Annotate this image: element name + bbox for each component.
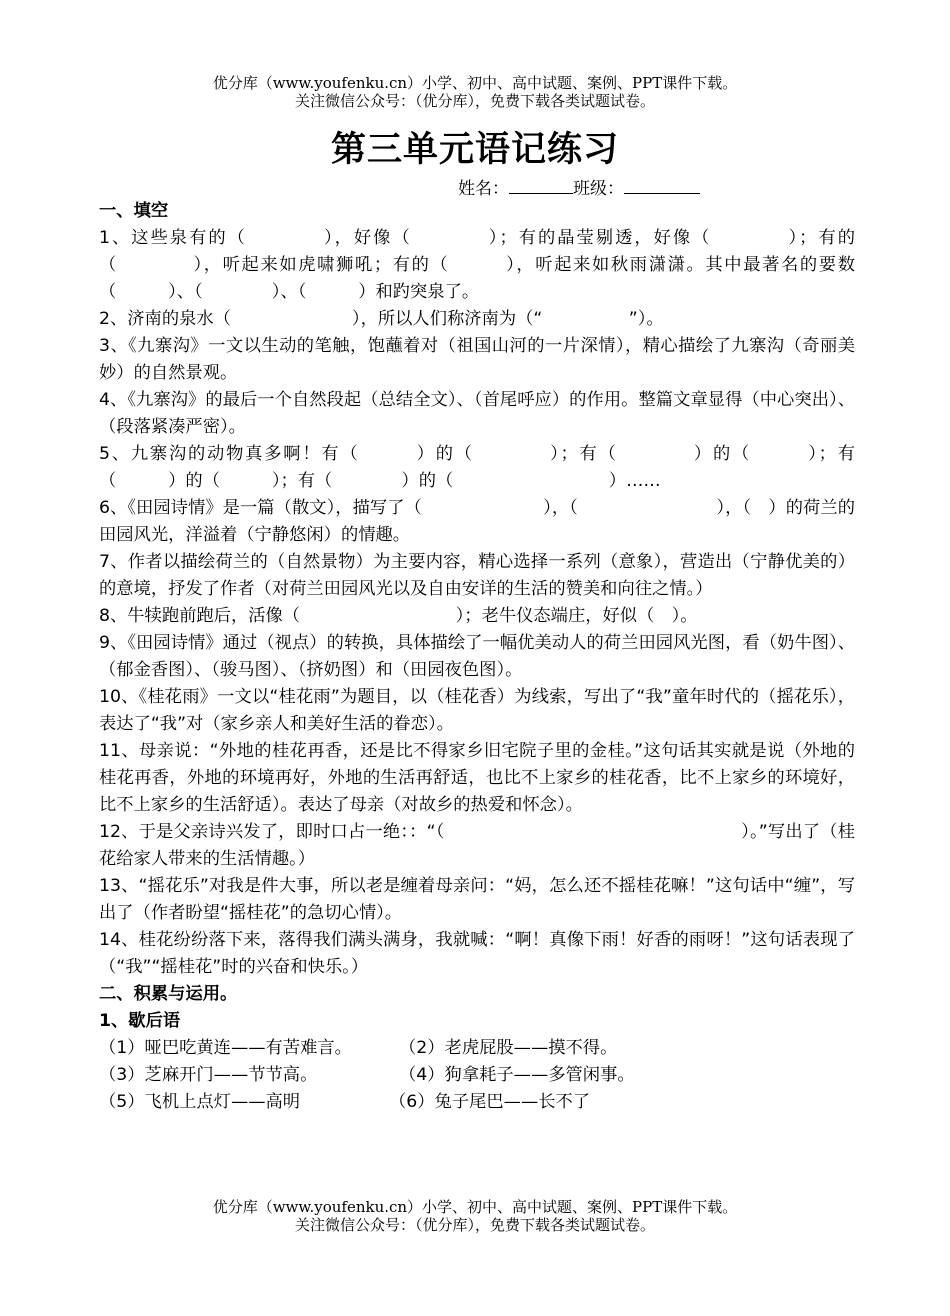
fill-item-13: 13、“摇花乐”对我是件大事，所以老是缠着母亲问：“妈，怎么还不摇桂花嘛！”这句话中“缠”，写出了（作者盼望“摇桂花”的急切心情）。 (99, 876, 855, 923)
proverb-item: （4）狗拿耗子——多管闲事。 (399, 1065, 635, 1085)
page-title: 第三单元语记练习 (330, 130, 619, 170)
header-line-2: 关注微信公众号：（优分库），免费下载各类试题试卷。 (294, 92, 655, 110)
proverb-row (99, 1035, 855, 1062)
footer-line-2: 关注微信公众号：（优分库），免费下载各类试题试卷。 (294, 1216, 655, 1234)
section-1-heading: 一、填空 (99, 201, 169, 221)
proverb-item: （1）哑巴吃黄连——有苦难言。 (99, 1038, 352, 1058)
proverb-item: （5）飞机上点灯——高明 (99, 1092, 301, 1112)
section-2-heading: 二、积累与运用。 (99, 984, 238, 1004)
proverb-row (99, 1062, 855, 1089)
fill-item-2: 2、济南的泉水（ ），所以人们称济南为（“ ”）。 (99, 309, 664, 329)
fill-item-14: 14、桂花纷纷落下来，落得我们满头满身，我就喊：“啊！真像下雨！好香的雨呀！”这句话表现了（“我”“摇桂花”时的兴奋和快乐。） (99, 930, 855, 977)
proverbs-subheading: 1、歇后语 (99, 1011, 181, 1031)
fill-item-7: 7、作者以描绘荷兰的（自然景物）为主要内容，精心选择一系列（意象），营造出（宁静优美的）的意境，抒发了作者（对荷兰田园风光以及自由安详的生活的赞美和向往之情。） (99, 552, 855, 599)
fill-item-10: 10、《桂花雨》一文以“桂花雨”为题目，以（桂花香）为线索，写出了“我”童年时代的（摇花乐），表达了“我”对（家乡亲人和美好生活的眷恋）。 (99, 687, 855, 734)
worksheet-content (99, 198, 855, 1116)
class-label: 班级： (573, 179, 624, 199)
name-class-row (458, 174, 700, 199)
header-line-1: 优分库（www.youfenku.cn）小学、初中、高中试题、案例、PPT课件下载。 (212, 74, 738, 92)
fill-item-12: 12、于是父亲诗兴发了，即时口占一绝：：“（ ）。”写出了（桂花给家人带来的生活情趣。） (99, 822, 855, 869)
fill-item-4: 4、《九寨沟》的最后一个自然段起（总结全文）、（首尾呼应）的作用。整篇文章显得（中心突出）、（段落紧凑严密）。 (99, 390, 855, 437)
fill-item-1: 1、这些泉有的（ ），好像（ ）；有的晶莹剔透，好像（ ）；有的（ ），听起来如虎啸狮吼；有的（ ），听起来如秋雨潇潇。其中最著名的要数（ ）、（ ）、（ ）和趵突泉了。 (99, 228, 855, 302)
class-blank[interactable] (624, 177, 700, 194)
name-blank[interactable] (509, 177, 573, 194)
proverb-row (99, 1089, 855, 1116)
proverb-list (99, 1035, 855, 1116)
fill-item-6: 6、《田园诗情》是一篇（散文），描写了（ ），（ ），（ ）的荷兰的田园风光，洋溢着（宁静悠闲）的情趣。 (99, 498, 855, 545)
footer-line-1: 优分库（www.youfenku.cn）小学、初中、高中试题、案例、PPT课件下载。 (212, 1198, 738, 1216)
fill-item-8: 8、牛犊跑前跑后，活像（ ）；老牛仪态端庄，好似（ ）。 (99, 606, 698, 626)
fill-item-9: 9、《田园诗情》通过（视点）的转换，具体描绘了一幅优美动人的荷兰田园风光图，看（奶牛图）、（郁金香图）、（骏马图）、（挤奶图）和（田园夜色图）。 (99, 633, 855, 680)
fill-item-3: 3、《九寨沟》一文以生动的笔触，饱蘸着对（祖国山河的一片深情），精心描绘了九寨沟（奇丽美妙）的自然景观。 (99, 336, 855, 383)
fill-item-11: 11、母亲说：“外地的桂花再香，还是比不得家乡旧宅院子里的金桂。”这句话其实就是说（外地的桂花再香，外地的环境再好，外地的生活再舒适，也比不上家乡的桂花香，比不上家乡的环境好，比不上家乡的生活舒适）。表达了母亲（对故乡的热爱和怀念）。 (99, 741, 855, 815)
name-label: 姓名： (458, 179, 509, 199)
proverb-item: （2）老虎屁股——摸不得。 (399, 1038, 618, 1058)
proverb-item: （6）兔子尾巴——长不了 (389, 1092, 591, 1112)
proverb-item: （3）芝麻开门——节节高。 (99, 1065, 318, 1085)
fill-item-5: 5、九寨沟的动物真多啊！有（ ）的（ ）；有（ ）的（ ）；有（ ）的（ ）；有（ ）的（ ）…… (99, 444, 855, 491)
